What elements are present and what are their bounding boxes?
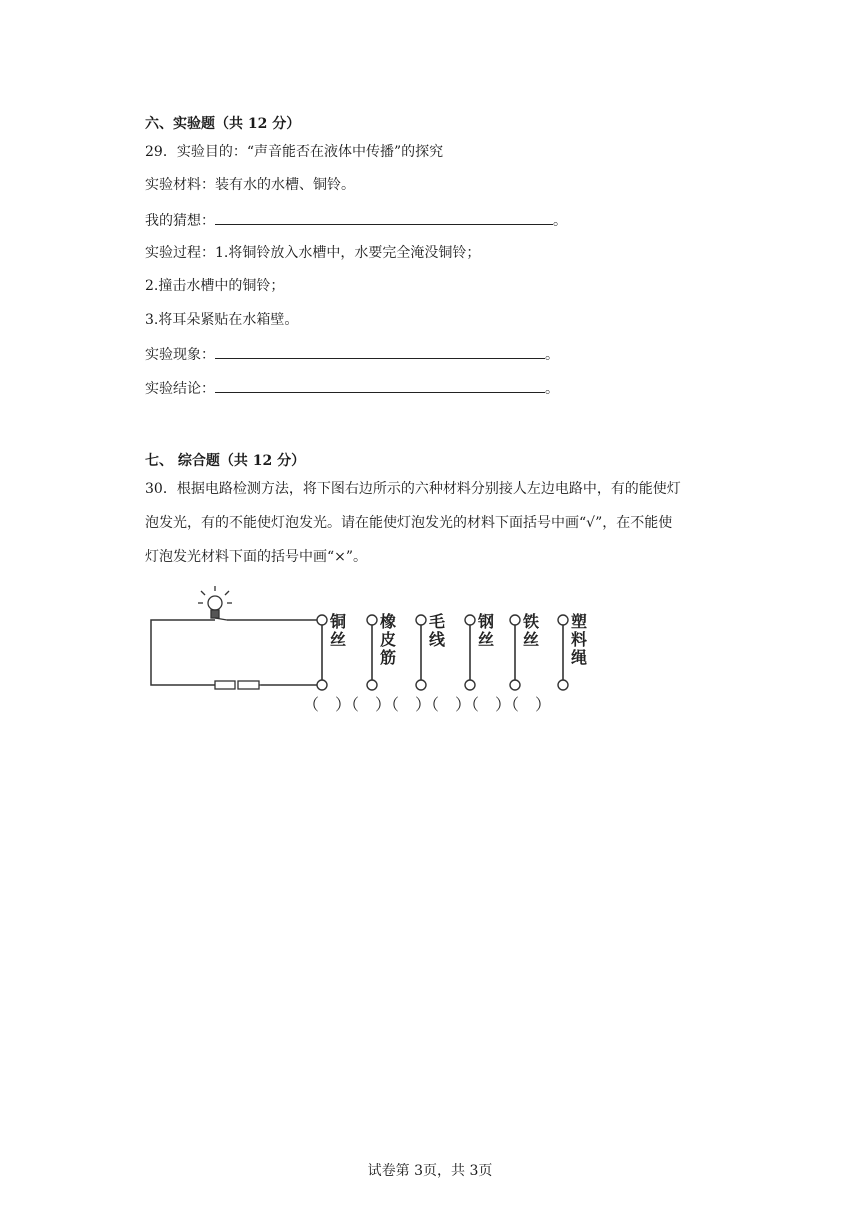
light-bulb-icon bbox=[198, 586, 232, 620]
material-label: 橡皮筋 bbox=[379, 612, 397, 667]
conclusion-blank[interactable] bbox=[215, 377, 545, 393]
phenomenon-label: 实验现象： bbox=[145, 347, 215, 363]
q29-title: 29．实验目的：“声音能否在液体中传播”的探究 bbox=[145, 144, 444, 160]
process-step-1: 实验过程：1.将铜铃放入水槽中，水要完全淹没铜铃； bbox=[145, 245, 481, 261]
circuit-figure bbox=[145, 583, 605, 723]
material-label: 铁丝 bbox=[522, 612, 540, 649]
end-mark: 。 bbox=[545, 381, 559, 397]
process-step-3: 3.将耳朵紧贴在水箱壁。 bbox=[145, 312, 299, 328]
circuit-wires bbox=[151, 620, 317, 685]
process-step-2: 2.撞击水槽中的铜铃； bbox=[145, 278, 285, 294]
material-label: 塑料绳 bbox=[570, 612, 588, 667]
material-label: 铜丝 bbox=[329, 612, 347, 649]
phenomenon-blank[interactable] bbox=[215, 343, 545, 359]
phenomenon-line bbox=[145, 343, 559, 365]
section6-heading: 六、实验题（共 12 分） bbox=[145, 116, 301, 132]
guess-label: 我的猜想： bbox=[145, 213, 215, 229]
end-mark: 。 bbox=[545, 347, 559, 363]
material-rod bbox=[510, 612, 539, 690]
material-label: 钢丝 bbox=[477, 612, 495, 649]
end-mark: 。 bbox=[553, 213, 567, 229]
material-rod bbox=[367, 612, 396, 690]
material-rod bbox=[416, 612, 446, 690]
material-rod bbox=[317, 612, 346, 690]
material-rod bbox=[465, 612, 494, 690]
q30-line-3: 灯泡发光材料下面的括号中画“×”。 bbox=[145, 549, 368, 565]
battery-icon bbox=[215, 681, 261, 689]
guess-blank[interactable] bbox=[215, 209, 553, 225]
conclusion-line bbox=[145, 377, 559, 399]
conclusion-label: 实验结论： bbox=[145, 381, 215, 397]
materials-line: 实验材料：装有水的水槽、铜铃。 bbox=[145, 177, 355, 193]
material-label: 毛线 bbox=[428, 612, 446, 649]
q30-line-2: 泡发光，有的不能使灯泡发光。请在能使灯泡发光的材料下面括号中画“√”，在不能使 bbox=[145, 515, 673, 531]
section7-heading: 七、 综合题（共 12 分） bbox=[145, 453, 306, 469]
material-rod bbox=[558, 612, 587, 690]
q30-line-1: 30．根据电路检测方法，将下图右边所示的六种材料分别接人左边电路中，有的能使灯 bbox=[145, 481, 681, 497]
guess-line bbox=[145, 209, 567, 231]
page-footer: 试卷第 3页，共 3页 bbox=[367, 1163, 493, 1179]
answer-brackets[interactable]: （ ）（ ）（ ）（ ）（ ）（ ） bbox=[303, 695, 552, 714]
